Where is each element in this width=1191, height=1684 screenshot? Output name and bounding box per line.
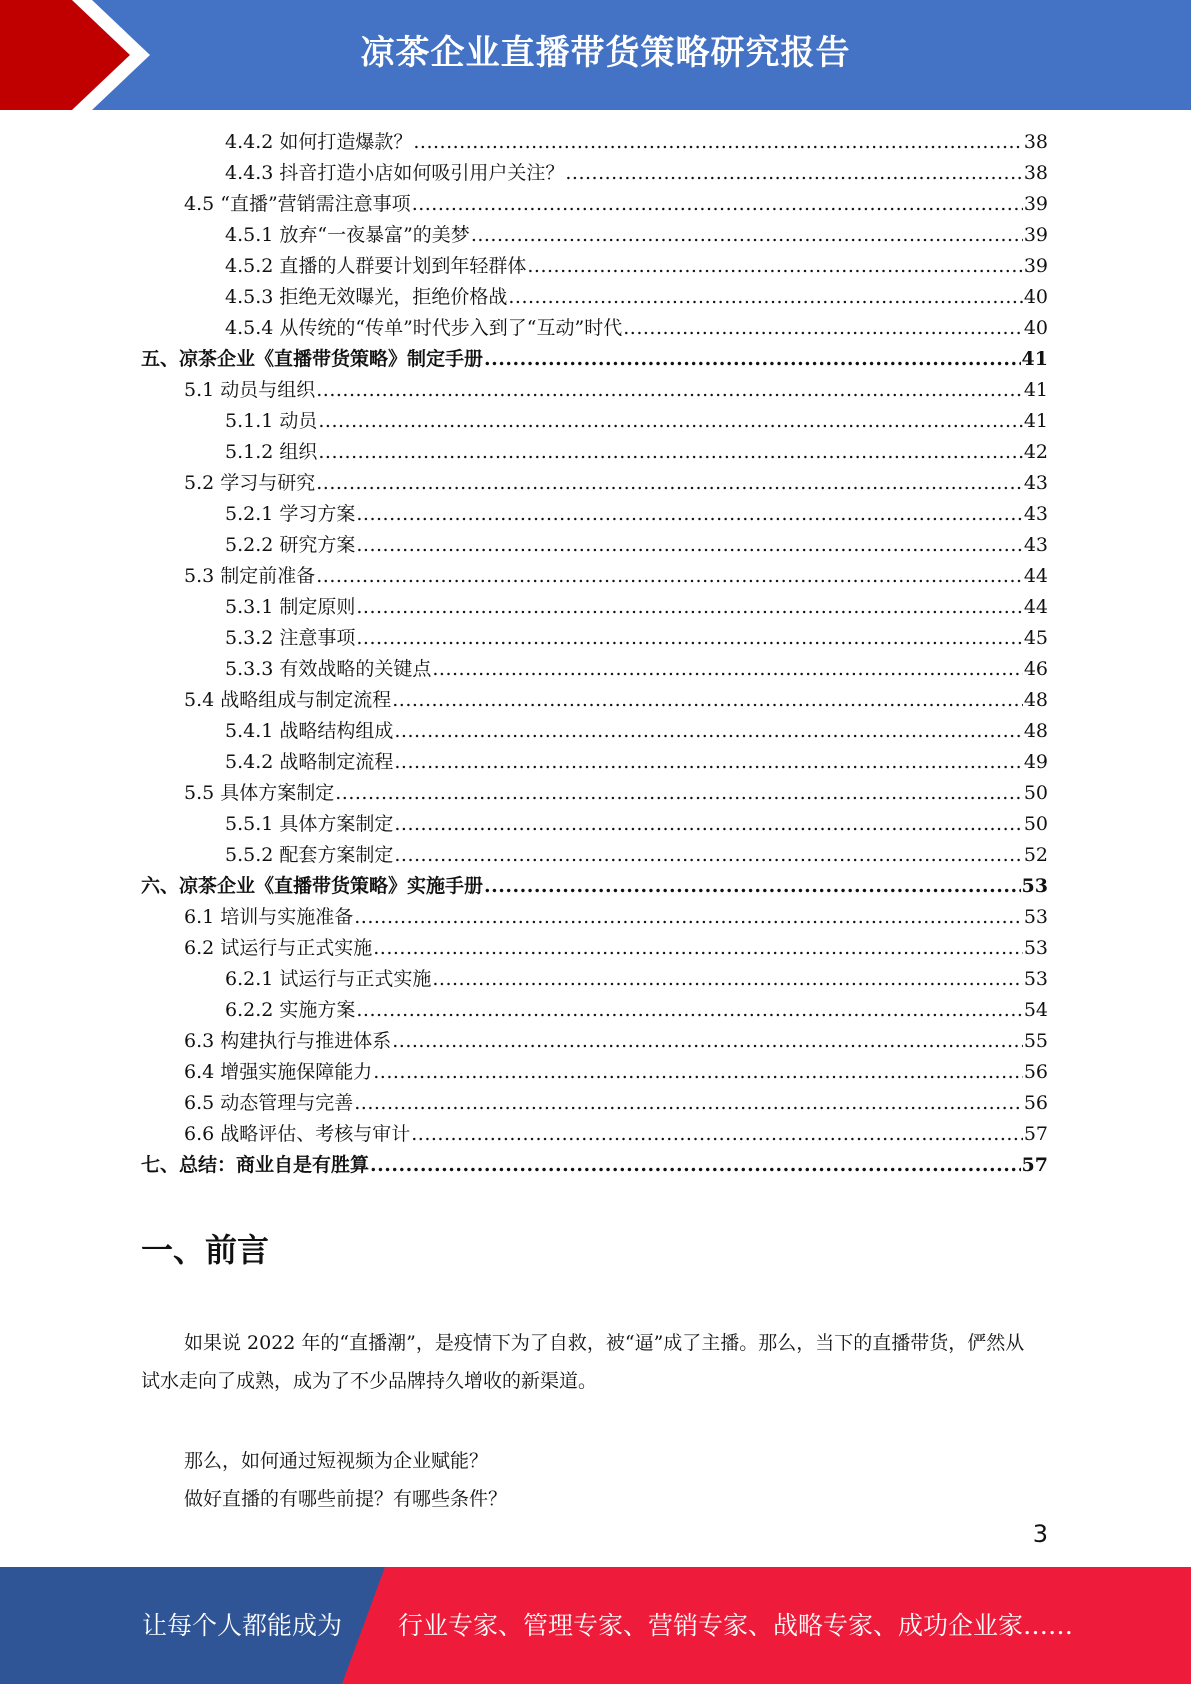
toc-entry[interactable] [225, 592, 1048, 623]
report-title: 凉茶企业直播带货策略研究报告 [360, 33, 851, 73]
toc-entry-label: 4.5.3 拒绝无效曝光，拒绝价格战 [225, 286, 508, 308]
toc-entry-page: 43 [1023, 503, 1048, 525]
toc-entry[interactable] [225, 654, 1048, 685]
toc-entry-label: 5.2.1 学习方案 [225, 503, 356, 525]
intro-paragraph: 如果说 2022 年的“直播潮”，是疫情下为了自救，被“逼”成了主播。那么，当下的直播带货，俨然从试水走向了成熟，成为了不少品牌持久增收的新渠道。 [141, 1332, 1025, 1392]
toc-entry[interactable] [184, 189, 1048, 220]
question-line-2: 做好直播的有哪些前提？有哪些条件？ [184, 1488, 508, 1510]
toc-leader-dots [373, 933, 1023, 964]
toc-entry-page: 43 [1023, 472, 1048, 494]
toc-entry-label: 5.5.2 配套方案制定 [225, 844, 394, 866]
toc-leader-dots [394, 840, 1022, 871]
toc-leader-dots [484, 871, 1021, 902]
toc-entry-label: 5.2 学习与研究 [184, 472, 316, 494]
toc-entry-label: 6.3 构建执行与推进体系 [184, 1030, 392, 1052]
toc-entry[interactable] [225, 251, 1048, 282]
toc-leader-dots [565, 158, 1022, 189]
toc-entry-page: 53 [1023, 937, 1048, 959]
toc-entry[interactable] [225, 623, 1048, 654]
toc-entry-label: 六、凉茶企业《直播带货策略》实施手册 [141, 875, 484, 897]
page-footer [0, 1567, 1191, 1684]
toc-leader-dots [394, 716, 1022, 747]
toc-entry-page: 53 [1021, 875, 1048, 897]
toc-entry[interactable] [225, 499, 1048, 530]
toc-entry-label: 6.6 战略评估、考核与审计 [184, 1123, 411, 1145]
toc-entry-page: 56 [1023, 1061, 1048, 1083]
toc-entry-label: 4.5.1 放弃“一夜暴富”的美梦 [225, 224, 470, 246]
toc-entry[interactable] [184, 685, 1048, 716]
toc-entry[interactable] [184, 1088, 1048, 1119]
toc-entry-page: 41 [1023, 410, 1048, 432]
toc-entry[interactable] [184, 468, 1048, 499]
toc-entry[interactable] [184, 1119, 1048, 1150]
toc-leader-dots [394, 809, 1022, 840]
toc-entry-page: 45 [1023, 627, 1048, 649]
toc-entry-label: 4.5.2 直播的人群要计划到年轻群体 [225, 255, 527, 277]
toc-leader-dots [316, 561, 1023, 592]
toc-entry-page: 43 [1023, 534, 1048, 556]
toc-entry-label: 5.5.1 具体方案制定 [225, 813, 394, 835]
footer-slogan-left: 让每个人都能成为 [142, 1611, 343, 1640]
toc-entry-label: 5.1.2 组织 [225, 441, 318, 463]
toc-entry-page: 39 [1023, 224, 1048, 246]
toc-entry-label: 5.4 战略组成与制定流程 [184, 689, 392, 711]
toc-entry-label: 4.4.2 如何打造爆款？ [225, 131, 413, 153]
toc-entry-page: 48 [1023, 720, 1048, 742]
toc-entry[interactable] [225, 530, 1048, 561]
toc-leader-dots [432, 964, 1022, 995]
toc-entry[interactable] [141, 344, 1048, 375]
toc-entry-label: 6.2 试运行与正式实施 [184, 937, 373, 959]
toc-leader-dots [394, 747, 1022, 778]
toc-entry-page: 41 [1021, 348, 1048, 370]
toc-entry-page: 39 [1023, 193, 1048, 215]
toc-entry-page: 56 [1023, 1092, 1048, 1114]
toc-entry-label: 6.4 增强实施保障能力 [184, 1061, 373, 1083]
toc-leader-dots [356, 995, 1022, 1026]
toc-leader-dots [527, 251, 1022, 282]
toc-leader-dots [318, 406, 1022, 437]
toc-entry-page: 44 [1023, 596, 1048, 618]
toc-entry-page: 53 [1023, 906, 1048, 928]
toc-entry-label: 6.1 培训与实施准备 [184, 906, 354, 928]
toc-entry-page: 46 [1023, 658, 1048, 680]
toc-entry[interactable] [225, 127, 1048, 158]
section-heading: 一、前言 [141, 1231, 270, 1269]
toc-entry-page: 57 [1023, 1123, 1048, 1145]
toc-leader-dots [354, 902, 1023, 933]
toc-entry[interactable] [225, 437, 1048, 468]
toc-leader-dots [356, 623, 1022, 654]
toc-leader-dots [623, 313, 1023, 344]
toc-leader-dots [484, 344, 1021, 375]
toc-leader-dots [412, 189, 1023, 220]
toc-leader-dots [354, 1088, 1023, 1119]
toc-entry[interactable] [225, 840, 1048, 871]
toc-entry[interactable] [225, 964, 1048, 995]
toc-entry-page: 48 [1023, 689, 1048, 711]
page-number: 3 [1032, 1520, 1048, 1548]
toc-entry-label: 5.4.2 战略制定流程 [225, 751, 394, 773]
toc-entry-label: 5.5 具体方案制定 [184, 782, 335, 804]
toc-entry-label: 5.2.2 研究方案 [225, 534, 356, 556]
toc-entry-label: 4.4.3 抖音打造小店如何吸引用户关注？ [225, 162, 565, 184]
toc-entry-label: 5.3.3 有效战略的关键点 [225, 658, 432, 680]
toc-entry-page: 38 [1023, 131, 1048, 153]
toc-entry-label: 6.5 动态管理与完善 [184, 1092, 354, 1114]
page-header [0, 0, 1191, 110]
toc-entry[interactable] [184, 933, 1048, 964]
toc-leader-dots [316, 375, 1023, 406]
toc-leader-dots [392, 1026, 1023, 1057]
toc-entry[interactable] [225, 313, 1048, 344]
toc-leader-dots [508, 282, 1022, 313]
toc-entry[interactable] [225, 716, 1048, 747]
toc-leader-dots [335, 778, 1023, 809]
toc-entry[interactable] [225, 995, 1048, 1026]
toc-entry-page: 50 [1023, 782, 1048, 804]
toc-leader-dots [432, 654, 1022, 685]
toc-entry[interactable] [184, 902, 1048, 933]
toc-entry-page: 42 [1023, 441, 1048, 463]
toc-entry[interactable] [141, 1150, 1048, 1181]
toc-leader-dots [413, 127, 1022, 158]
toc-leader-dots [356, 592, 1022, 623]
toc-entry[interactable] [184, 561, 1048, 592]
toc-entry[interactable] [141, 871, 1048, 902]
toc-entry-label: 5.1 动员与组织 [184, 379, 316, 401]
toc-entry-page: 44 [1023, 565, 1048, 587]
toc-entry-page: 53 [1023, 968, 1048, 990]
toc-entry-page: 50 [1023, 813, 1048, 835]
toc-entry[interactable] [184, 778, 1048, 809]
toc-entry-page: 40 [1023, 317, 1048, 339]
toc-entry-label: 5.3.2 注意事项 [225, 627, 356, 649]
footer-slogan-right: 行业专家、管理专家、营销专家、战略专家、成功企业家…… [398, 1611, 1074, 1640]
toc-entry-page: 39 [1023, 255, 1048, 277]
toc-leader-dots [316, 468, 1023, 499]
toc-entry[interactable] [225, 747, 1048, 778]
toc-entry-page: 41 [1023, 379, 1048, 401]
toc-entry-label: 5.4.1 战略结构组成 [225, 720, 394, 742]
toc-entry[interactable] [225, 282, 1048, 313]
toc-leader-dots [356, 499, 1022, 530]
toc-leader-dots [318, 437, 1022, 468]
toc-entry-label: 五、凉茶企业《直播带货策略》制定手册 [141, 348, 484, 370]
toc-entry-label: 6.2.2 实施方案 [225, 999, 356, 1021]
toc-entry-label: 5.3.1 制定原则 [225, 596, 356, 618]
question-line-1: 那么，如何通过短视频为企业赋能？ [184, 1450, 489, 1472]
toc-entry-page: 38 [1023, 162, 1048, 184]
toc-leader-dots [370, 1150, 1021, 1181]
toc-entry[interactable] [184, 1026, 1048, 1057]
toc-entry-page: 54 [1023, 999, 1048, 1021]
toc-entry[interactable] [225, 158, 1048, 189]
toc-entry-page: 52 [1023, 844, 1048, 866]
toc-entry-label: 5.3 制定前准备 [184, 565, 316, 587]
toc-entry-label: 5.1.1 动员 [225, 410, 318, 432]
toc-entry-label: 七、总结：商业自是有胜算 [141, 1154, 370, 1176]
toc-entry[interactable] [225, 406, 1048, 437]
toc-leader-dots [392, 685, 1023, 716]
toc-entry[interactable] [225, 220, 1048, 251]
toc-entry-label: 4.5.4 从传统的“传单”时代步入到了“互动”时代 [225, 317, 623, 339]
toc-entry[interactable] [225, 809, 1048, 840]
toc-leader-dots [356, 530, 1022, 561]
toc-entry-page: 57 [1021, 1154, 1048, 1176]
toc-entry-page: 40 [1023, 286, 1048, 308]
toc-entry-label: 4.5 “直播”营销需注意事项 [184, 193, 411, 215]
toc-leader-dots [373, 1057, 1023, 1088]
toc-leader-dots [411, 1119, 1023, 1150]
toc-leader-dots [471, 220, 1023, 251]
toc-entry[interactable] [184, 1057, 1048, 1088]
toc-entry-label: 6.2.1 试运行与正式实施 [225, 968, 432, 990]
toc-entry-page: 49 [1023, 751, 1048, 773]
toc-entry[interactable] [184, 375, 1048, 406]
toc-entry-page: 55 [1023, 1030, 1048, 1052]
